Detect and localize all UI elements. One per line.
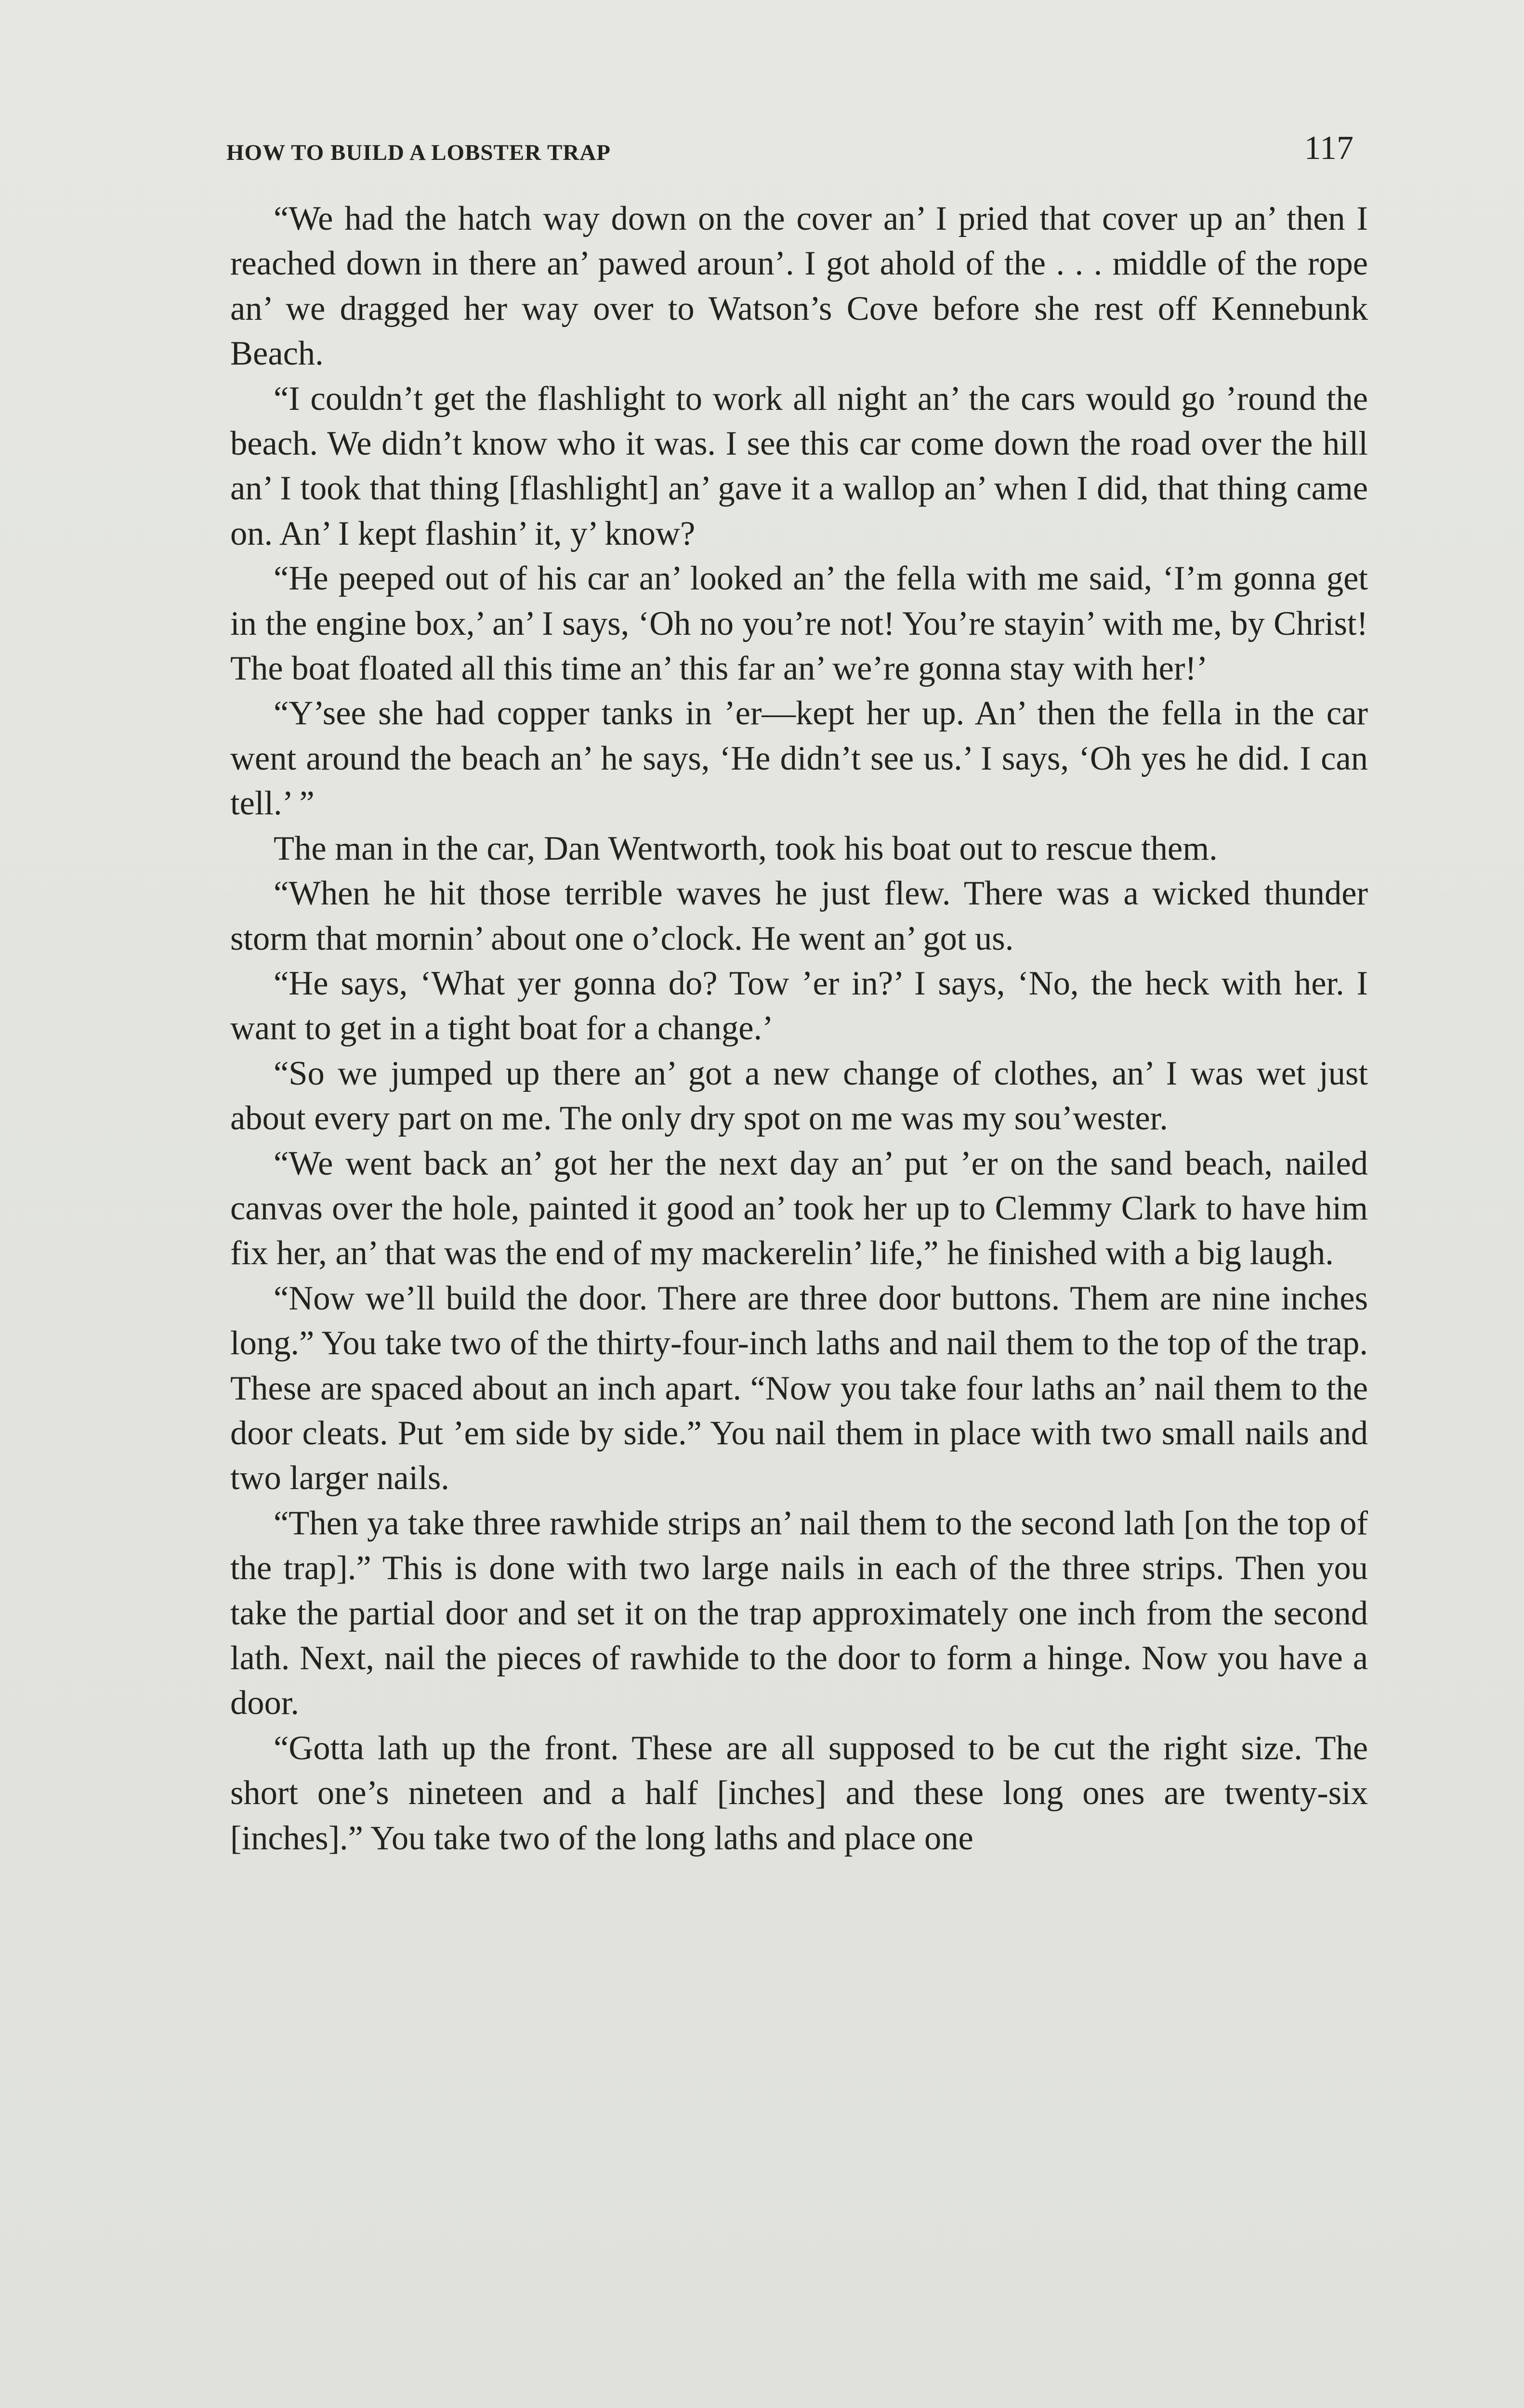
paragraph: “So we jumped up there an’ got a new change of clothes, an’ I was wet just about every part on me. The only dry spot on me was my sou’wester.	[230, 1054, 1368, 1138]
paragraph: “We went back an’ got her the next day an’ put ’er on the sand beach, nailed canvas over the hole, painted it good an’ took her up to Clemmy Clark to have him fix her, an’ that was the end of my mackerelin’ life,” he finished with a big laugh.	[230, 1144, 1368, 1272]
body-text	[230, 196, 1368, 1861]
paragraph: “Then ya take three rawhide strips an’ nail them to the second lath [on the top of the trap].” This is done with two large nails in each of the three strips. Then you take the partial door and set it on the trap approximately one inch from the second lath. Next, nail the pieces of rawhide to the door to form a hinge. Now you have a door.	[230, 1504, 1368, 1722]
paragraph: “I couldn’t get the flashlight to work all night an’ the cars would go ’round the beach. We didn’t know who it was. I see this car come down the road over the hill an’ I took that thing [flashlight] an’ gave it a wallop an’ when I did, that thing came on. An’ I kept flashin’ it, y’ know?	[230, 380, 1368, 552]
page-number: 117	[1304, 130, 1353, 167]
running-head	[226, 129, 1353, 172]
paragraph: “We had the hatch way down on the cover an’ I pried that cover up an’ then I reached down in there an’ pawed aroun’. I got ahold of the . . . middle of the rope an’ we dragged her way over to Watson’s Cove before she rest off Kennebunk Beach.	[230, 200, 1368, 373]
paragraph: “He peeped out of his car an’ looked an’ the fella with me said, ‘I’m gonna get in the engine box,’ an’ I says, ‘Oh no you’re not! You’re stayin’ with me, by Christ! The boat floated all this time an’ this far an’ we’re gonna stay with her!’	[230, 560, 1368, 688]
paragraph: The man in the car, Dan Wentworth, took his boat out to rescue them.	[274, 829, 1218, 867]
paragraph: “Y’see she had copper tanks in ’er—kept her up. An’ then the fella in the car went around the beach an’ he says, ‘He didn’t see us.’ I says, ‘Oh yes he did. I can tell.’ ”	[230, 694, 1368, 823]
paragraph: “Now we’ll build the door. There are three door buttons. Them are nine inches long.” You take two of the thirty-four-inch laths and nail them to the top of the trap. These are spaced about an inch apart. “Now you take four laths an’ nail them to the door cleats. Put ’em side by side.” You nail them in place with two small nails and two larger nails.	[230, 1279, 1368, 1497]
running-title: HOW TO BUILD A LOBSTER TRAP	[226, 140, 611, 165]
paragraph: “When he hit those terrible waves he just flew. There was a wicked thunder storm that mornin’ about one o’clock. He went an’ got us.	[230, 875, 1368, 957]
paragraph: “He says, ‘What yer gonna do? Tow ’er in?’ I says, ‘No, the heck with her. I want to get in a tight boat for a change.’	[230, 964, 1368, 1047]
paragraph: “Gotta lath up the front. These are all supposed to be cut the right size. The short one’s nineteen and a half [inches] and these long ones are twenty-six [inches].” You take two of the long laths and place one	[230, 1729, 1368, 1857]
